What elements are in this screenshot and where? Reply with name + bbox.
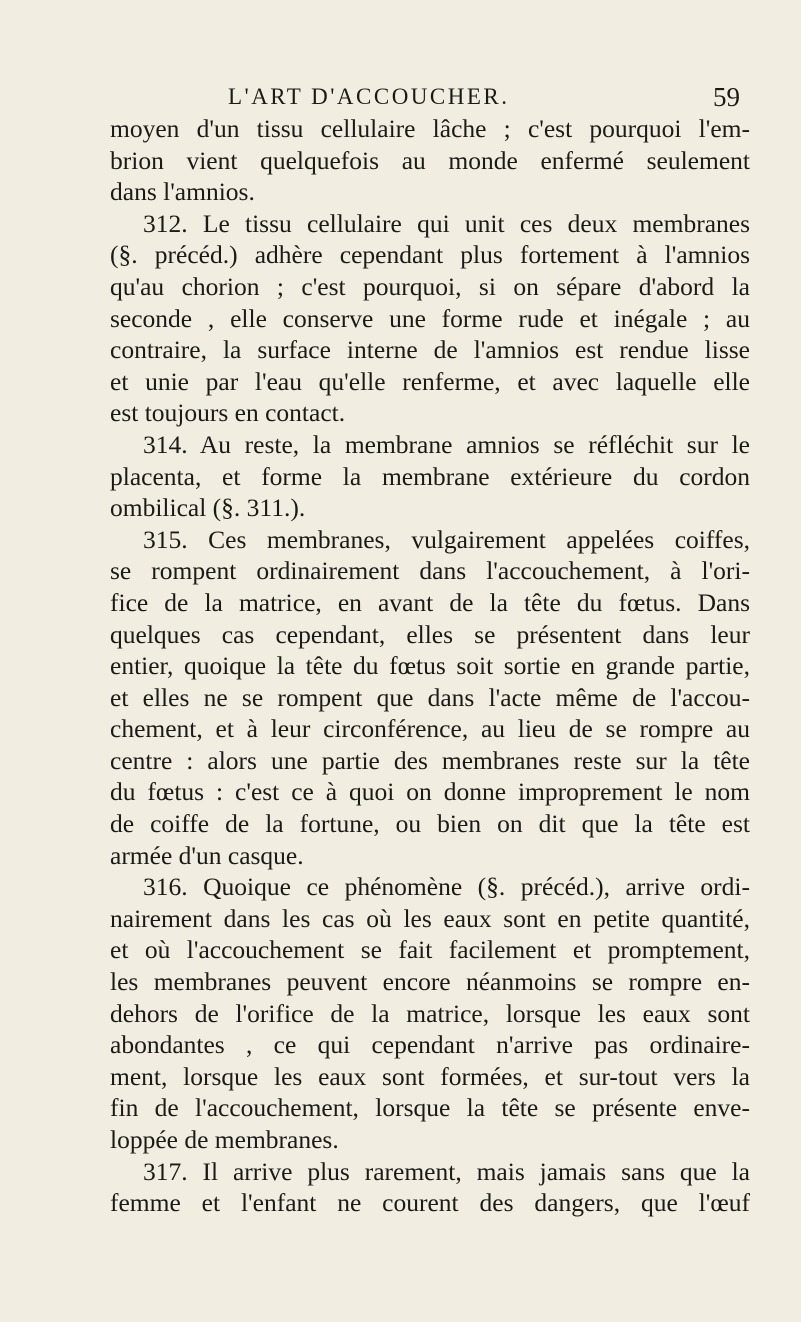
page-number: 59	[713, 82, 740, 112]
text-line: 315. Ces membranes, vulgairement appelées coiffes,	[143, 524, 750, 554]
text-line: chement, et à leur circonférence, au lieu de se rompre au	[110, 714, 750, 744]
text-line: loppée de membranes.	[110, 1125, 339, 1154]
text-line: qu'au chorion ; c'est pourquoi, si on sépare d'abord la	[110, 271, 750, 301]
text-line: est toujours en contact.	[110, 398, 346, 428]
text-line: de coiffe de la fortune, ou bien on dit que la tête est	[110, 809, 750, 839]
text-line: ment, lorsque les eaux sont formées, et sur-tout vers la	[110, 1061, 750, 1091]
text-line: et elles ne se rompent que dans l'acte même de l'accou-	[110, 682, 750, 712]
text-line: centre : alors une partie des membranes reste sur la tête	[110, 745, 750, 775]
running-title: L'ART D'ACCOUCHER.	[228, 84, 510, 109]
text-line: se rompent ordinairement dans l'accouchement, à l'ori-	[110, 556, 750, 586]
text-line: les membranes peuvent encore néanmoins se rompre en-	[110, 967, 750, 997]
body-text	[110, 113, 750, 1219]
text-line: et unie par l'eau qu'elle renferme, et avec laquelle elle	[110, 366, 750, 396]
text-line: 317. Il arrive plus rarement, mais jamais sans que la	[143, 1156, 750, 1186]
text-line: femme et l'enfant ne courent des dangers, que l'œuf	[110, 1188, 750, 1218]
text-line: seconde , elle conserve une forme rude et inégale ; au	[110, 303, 750, 333]
text-line: (§. précéd.) adhère cependant plus fortement à l'amnios	[110, 240, 750, 270]
text-line: brion vient quelquefois au monde enfermé seulement	[110, 145, 750, 175]
text-line: fin de l'accouchement, lorsque la tête se présente enve-	[110, 1093, 750, 1123]
text-line: 312. Le tissu cellulaire qui unit ces deux membranes	[143, 208, 750, 238]
text-line: placenta, et forme la membrane extérieure du cordon	[110, 461, 750, 491]
text-line: armée d'un casque.	[110, 840, 304, 870]
text-line: dans l'amnios.	[110, 177, 255, 207]
text-line: nairement dans les cas où les eaux sont en petite quantité,	[110, 903, 750, 933]
text-line: 316. Quoique ce phénomène (§. précéd.), arrive ordi-	[143, 872, 750, 902]
text-line: ombilical (§. 311.).	[110, 493, 306, 523]
text-line: abondantes , ce qui cependant n'arrive pas ordinaire-	[110, 1030, 750, 1060]
text-line: 314. Au reste, la membrane amnios se réfléchit sur le	[143, 429, 750, 459]
text-line: contraire, la surface interne de l'amnios est rendue lisse	[110, 335, 750, 365]
text-line: du fœtus : c'est ce à quoi on donne improprement le nom	[110, 777, 750, 807]
text-line: fice de la matrice, en avant de la tête du fœtus. Dans	[110, 587, 750, 617]
running-header	[100, 84, 740, 114]
text-line: quelques cas cependant, elles se présentent dans leur	[110, 619, 750, 649]
text-line: entier, quoique la tête du fœtus soit sortie en grande partie,	[110, 651, 750, 681]
text-line: dehors de l'orifice de la matrice, lorsque les eaux sont	[110, 998, 750, 1028]
text-line: et où l'accouchement se fait facilement et promptement,	[110, 935, 750, 965]
text-line: moyen d'un tissu cellulaire lâche ; c'est pourquoi l'em-	[110, 114, 750, 143]
